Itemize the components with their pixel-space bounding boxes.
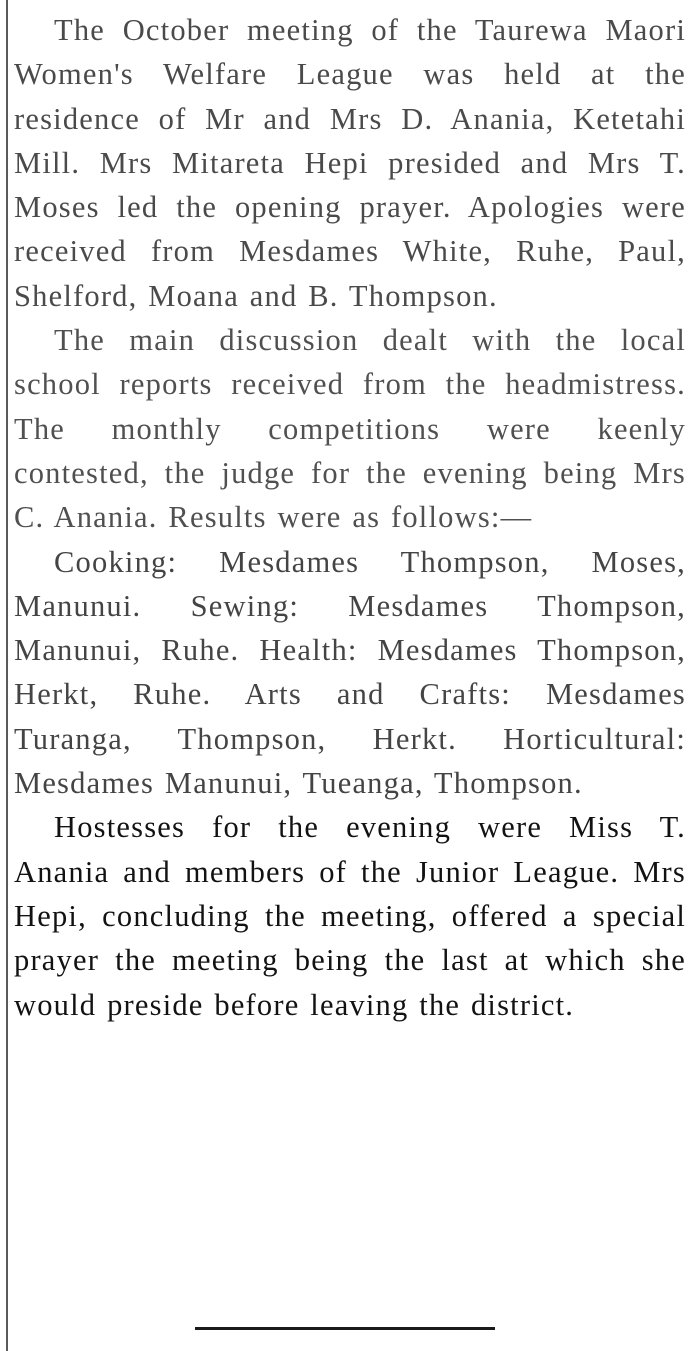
column-divider-rule: [6, 0, 8, 1351]
paragraph-meeting-intro: The October meeting of the Taurewa Maori Women's Welfare League was held at the residence of Mr and Mrs D. Anania, Ketetahi Mill. Mrs Mitareta Hepi presided and Mrs T. Moses led the opening prayer. Apologies were received from Mesdames White, Ruhe, Paul, Shelford, Moana and B. Thompson.: [14, 13, 686, 313]
paragraph-competition-results: Cooking: Mesdames Thompson, Moses, Manunui. Sewing: Mesdames Thompson, Manunui, Ruhe. Health: Mesdames Thompson, Herkt, Ruhe. Arts and Crafts: Mesdames Turanga, Thompson, Herkt. Horticultural: Mesdames Manunui, Tueanga, Thompson.: [14, 544, 686, 801]
article-end-rule: [195, 1327, 495, 1330]
article-column: [14, 8, 686, 1027]
paragraph-hostesses: Hostesses for the evening were Miss T. Anania and members of the Junior League. Mrs Hepi, concluding the meeting, offered a special prayer the meeting being the last at which she would preside before leaving the district.: [14, 810, 686, 1022]
paragraph-discussion: The main discussion dealt with the local school reports received from the headmistress. The monthly competitions were keenly contested, the judge for the evening being Mrs C. Anania. Results were as follows:—: [14, 323, 686, 535]
